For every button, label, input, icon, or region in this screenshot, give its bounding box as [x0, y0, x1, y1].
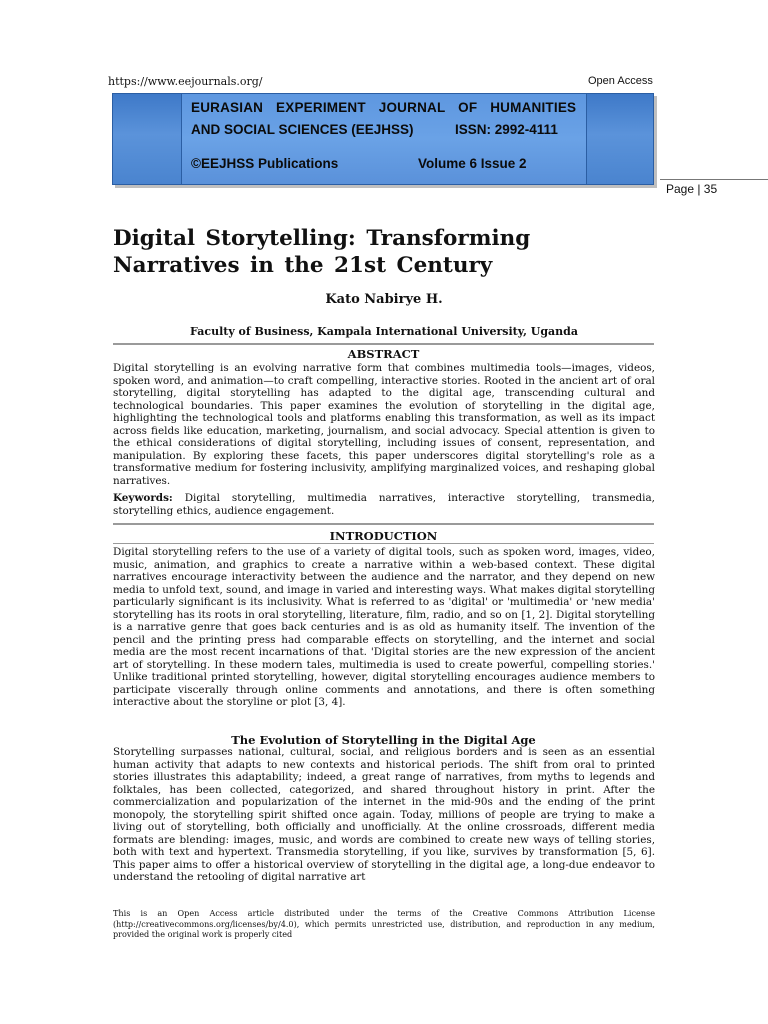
page-number-rule: [660, 179, 768, 180]
article-author: Kato Nabirye H.: [325, 292, 443, 307]
journal-name-line2: AND SOCIAL SCIENCES (EEJHSS): [191, 122, 414, 137]
journal-volume-issue: Volume 6 Issue 2: [418, 156, 527, 171]
introduction-heading: INTRODUCTION: [329, 529, 438, 543]
abstract-heading: ABSTRACT: [347, 347, 420, 361]
introduction-text: Digital storytelling refers to the use of a variety of digital tools, such as spoken word, images, video, music, animation, and graphics to create a narrative within a web-based context. These digital narratives encourage interactivity between the audience and the narrator, and they depend on new media to unfold text, sound, and image in varied and interesting ways. What makes digital storytelling particularly significant is its inclusivity. What is referred to as 'digital' or 'multimedia' or 'new media' storytelling has its roots in oral storytelling, literature, film, radio, and so on [1, 2]. Digital storytelling is a narrative genre that goes back centuries and is as old as humanity itself. The invention of the pencil and the printing press had comparable effects on storytelling, and the internet and social media are the most recent incarnations of that. 'Digital stories are the new expression of the ancient art of storytelling. In these modern tales, multimedia is used to create powerful, compelling stories.' Unlike traditional printed storytelling, however, digital storytelling encourages audience members to participate viscerally through online comments and annotations, and there is often something interactive about the storyline or plot [3, 4].: [113, 546, 655, 708]
page-number: Page | 35: [666, 182, 718, 196]
section-heading-evolution: The Evolution of Storytelling in the Digital Age: [231, 733, 536, 747]
keywords-label: Keywords:: [113, 492, 173, 504]
abstract-text: Digital storytelling is an evolving narrative form that combines multimedia tools—images, videos, spoken word, and animation—to craft compelling, interactive stories. Rooted in the ancient art of oral storytelling, digital storytelling has adapted to the digital age, transcending cultural and technological boundaries. This paper examines the evolution of storytelling in the digital age, highlighting the technological tools and platforms enabling this transformation, as well as its impact across fields like education, marketing, journalism, and social advocacy. Special attention is given to the ethical considerations of digital storytelling, including issues of consent, representation, and manipulation. By exploring these facets, this paper underscores digital storytelling's role as a transformative medium for fostering inclusivity, amplifying marginalized voices, and reshaping global narratives.: [113, 362, 655, 487]
journal-issn: ISSN: 2992-4111: [455, 122, 558, 137]
abstract-top-rule: [113, 343, 654, 345]
license-footer: This is an Open Access article distributed under the terms of the Creative Commons Attribution License (http://creativecommons.org/licenses/by/4.0), which permits unrestricted use, distribution, and reproduction in any medium, provided the original work is properly cited: [113, 908, 655, 940]
section-text-evolution: Storytelling surpasses national, cultural, social, and religious borders and is seen as an essential human activity that adapts to new contexts and historical periods. The shift from oral to printed stories illustrates this adaptability; indeed, a great range of narratives, from myths to legends and folktales, has been collected, categorized, and shared throughout history in print. After the commercialization and popularization of the internet in the mid-90s and the ending of the print monopoly, the storytelling spirit shifted once again. Today, millions of people are trying to make a living out of storytelling, both officially and unofficially. At the online crossroads, different media formats are blending: images, music, and words are combined to create new ways of telling stories, both with text and hypertext. Transmedia storytelling, if you like, survives by transformation [5, 6]. This paper aims to offer a historical overview of storytelling in the digital age, a long-due endeavor to understand the retooling of digital narrative art: [113, 746, 655, 883]
journal-name-line1: EURASIAN EXPERIMENT JOURNAL OF HUMANITIES: [191, 100, 577, 115]
introduction-rule: [113, 543, 654, 544]
article-title: Digital Storytelling: Transforming Narratives in the 21st Century: [113, 226, 531, 278]
journal-url[interactable]: https://www.eejournals.org/: [108, 75, 263, 88]
journal-publisher: ©EEJHSS Publications: [191, 156, 339, 171]
open-access-label: Open Access: [588, 75, 653, 87]
keywords-paragraph: [113, 492, 655, 517]
abstract-bottom-rule: [113, 523, 654, 525]
keywords-text: Digital storytelling, multimedia narratives, interactive storytelling, transmedia, storytelling ethics, audience engagement.: [113, 492, 655, 517]
author-affiliation: Faculty of Business, Kampala International University, Uganda: [190, 325, 578, 338]
